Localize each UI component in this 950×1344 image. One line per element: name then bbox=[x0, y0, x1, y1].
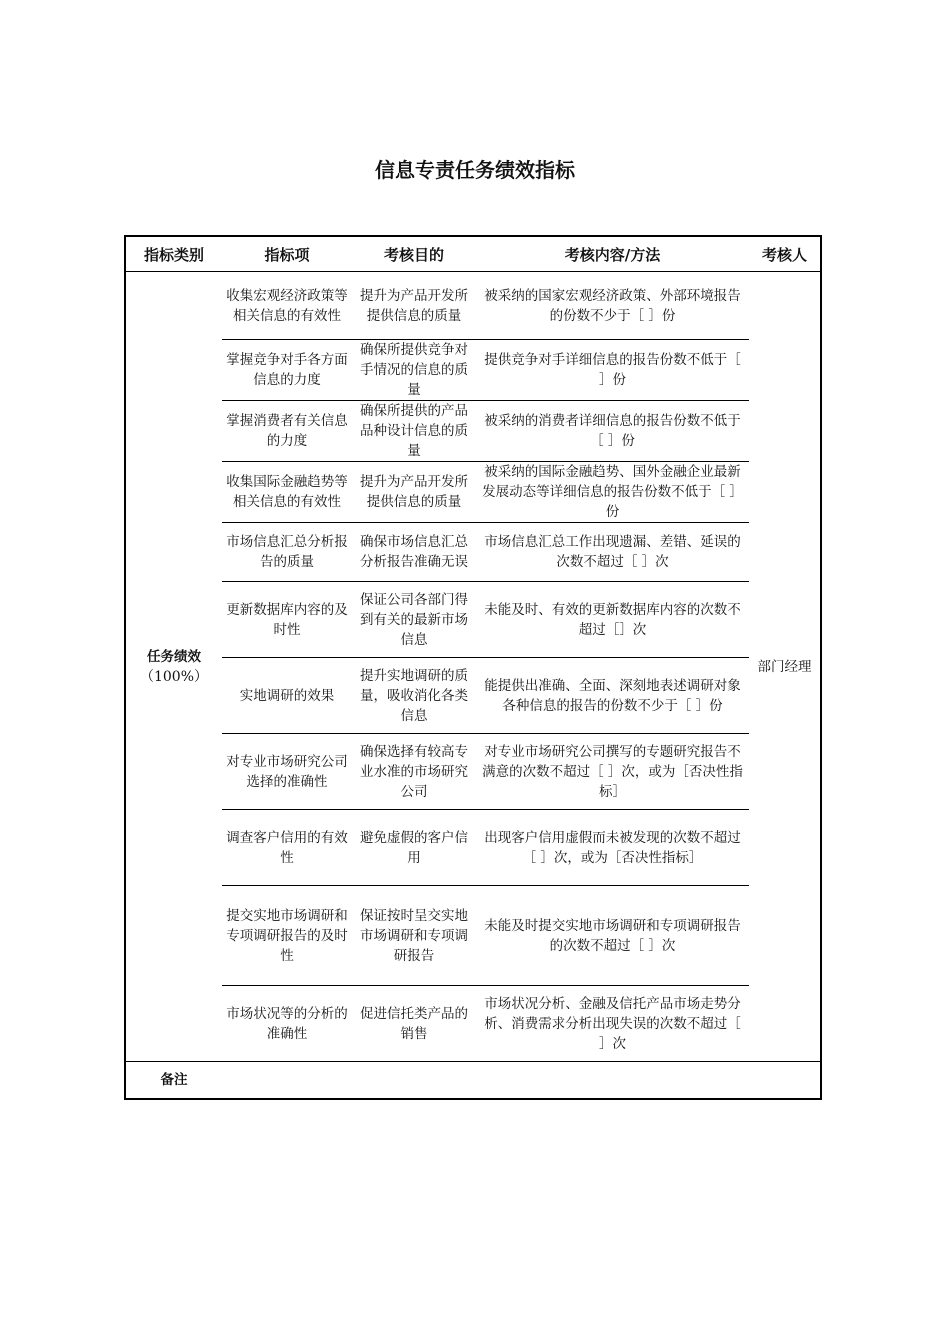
assessor-cell: 部门经理 bbox=[749, 272, 821, 1062]
indicator-item: 实地调研的效果 bbox=[222, 658, 352, 734]
assessment-purpose: 保证按时呈交实地市场调研和专项调研报告 bbox=[352, 886, 476, 986]
assessment-purpose: 提升实地调研的质量，吸收消化各类信息 bbox=[352, 658, 476, 734]
header-category: 指标类别 bbox=[125, 236, 222, 272]
assessment-purpose: 提升为产品开发所提供信息的质量 bbox=[352, 462, 476, 523]
assessment-purpose: 确保选择有较高专业水准的市场研究公司 bbox=[352, 734, 476, 810]
assessment-purpose: 促进信托类产品的销售 bbox=[352, 986, 476, 1062]
table-row bbox=[125, 523, 821, 582]
table-row bbox=[125, 658, 821, 734]
assessment-purpose: 提升为产品开发所提供信息的质量 bbox=[352, 272, 476, 340]
indicator-item: 掌握消费者有关信息的力度 bbox=[222, 401, 352, 462]
indicator-item: 市场状况等的分析的准确性 bbox=[222, 986, 352, 1062]
indicator-item: 提交实地市场调研和专项调研报告的及时性 bbox=[222, 886, 352, 986]
indicator-item: 调查客户信用的有效性 bbox=[222, 810, 352, 886]
indicator-item: 市场信息汇总分析报告的质量 bbox=[222, 523, 352, 582]
assessment-purpose: 确保所提供竞争对手情况的信息的质量 bbox=[352, 340, 476, 401]
table-row bbox=[125, 986, 821, 1062]
header-assessor: 考核人 bbox=[749, 236, 821, 272]
table-row bbox=[125, 462, 821, 523]
header-item: 指标项 bbox=[222, 236, 352, 272]
assessment-content: 提供竞争对手详细信息的报告份数不低于［ ］份 bbox=[476, 340, 749, 401]
table-row bbox=[125, 340, 821, 401]
assessment-purpose: 确保所提供的产品品种设计信息的质量 bbox=[352, 401, 476, 462]
table-row bbox=[125, 582, 821, 658]
assessment-content: 未能及时、有效的更新数据库内容的次数不超过［］次 bbox=[476, 582, 749, 658]
assessment-content: 被采纳的国家宏观经济政策、外部环境报告的份数不少于［ ］份 bbox=[476, 272, 749, 340]
indicator-item: 收集宏观经济政策等相关信息的有效性 bbox=[222, 272, 352, 340]
indicator-item: 对专业市场研究公司选择的准确性 bbox=[222, 734, 352, 810]
assessment-purpose: 保证公司各部门得到有关的最新市场信息 bbox=[352, 582, 476, 658]
table-row bbox=[125, 734, 821, 810]
table-row bbox=[125, 272, 821, 340]
assessment-purpose: 避免虚假的客户信用 bbox=[352, 810, 476, 886]
table-row bbox=[125, 401, 821, 462]
assessment-content: 市场信息汇总工作出现遗漏、差错、延误的次数不超过［ ］次 bbox=[476, 523, 749, 582]
category-cell bbox=[125, 272, 222, 1062]
indicator-item: 更新数据库内容的及时性 bbox=[222, 582, 352, 658]
table-row bbox=[125, 810, 821, 886]
assessment-content: 市场状况分析、金融及信托产品市场走势分析、消费需求分析出现失误的次数不超过［ ］次 bbox=[476, 986, 749, 1062]
header-content-method: 考核内容/方法 bbox=[476, 236, 749, 272]
assessment-content: 对专业市场研究公司撰写的专题研究报告不满意的次数不超过［ ］次，或为［否决性指标］ bbox=[476, 734, 749, 810]
document-title: 信息专责任务绩效指标 bbox=[375, 158, 575, 182]
category-name: 任务绩效 bbox=[147, 648, 201, 665]
indicator-item: 掌握竞争对手各方面信息的力度 bbox=[222, 340, 352, 401]
kpi-table bbox=[124, 235, 822, 1100]
note-value bbox=[222, 1062, 821, 1100]
category-weight: （100%） bbox=[139, 668, 209, 685]
assessment-content: 未能及时提交实地市场调研和专项调研报告的次数不超过［ ］次 bbox=[476, 886, 749, 986]
table-header-row bbox=[125, 236, 821, 272]
assessment-content: 出现客户信用虚假而未被发现的次数不超过［ ］次，或为［否决性指标］ bbox=[476, 810, 749, 886]
assessment-content: 被采纳的消费者详细信息的报告份数不低于［ ］份 bbox=[476, 401, 749, 462]
note-label: 备注 bbox=[160, 1072, 188, 1088]
assessment-content: 被采纳的国际金融趋势、国外金融企业最新发展动态等详细信息的报告份数不低于［ ］份 bbox=[476, 462, 749, 523]
note-row bbox=[125, 1062, 821, 1100]
assessment-purpose: 确保市场信息汇总分析报告准确无误 bbox=[352, 523, 476, 582]
assessment-content: 能提供出准确、全面、深刻地表述调研对象各种信息的报告的份数不少于［ ］份 bbox=[476, 658, 749, 734]
table-row bbox=[125, 886, 821, 986]
indicator-item: 收集国际金融趋势等相关信息的有效性 bbox=[222, 462, 352, 523]
header-purpose: 考核目的 bbox=[352, 236, 476, 272]
